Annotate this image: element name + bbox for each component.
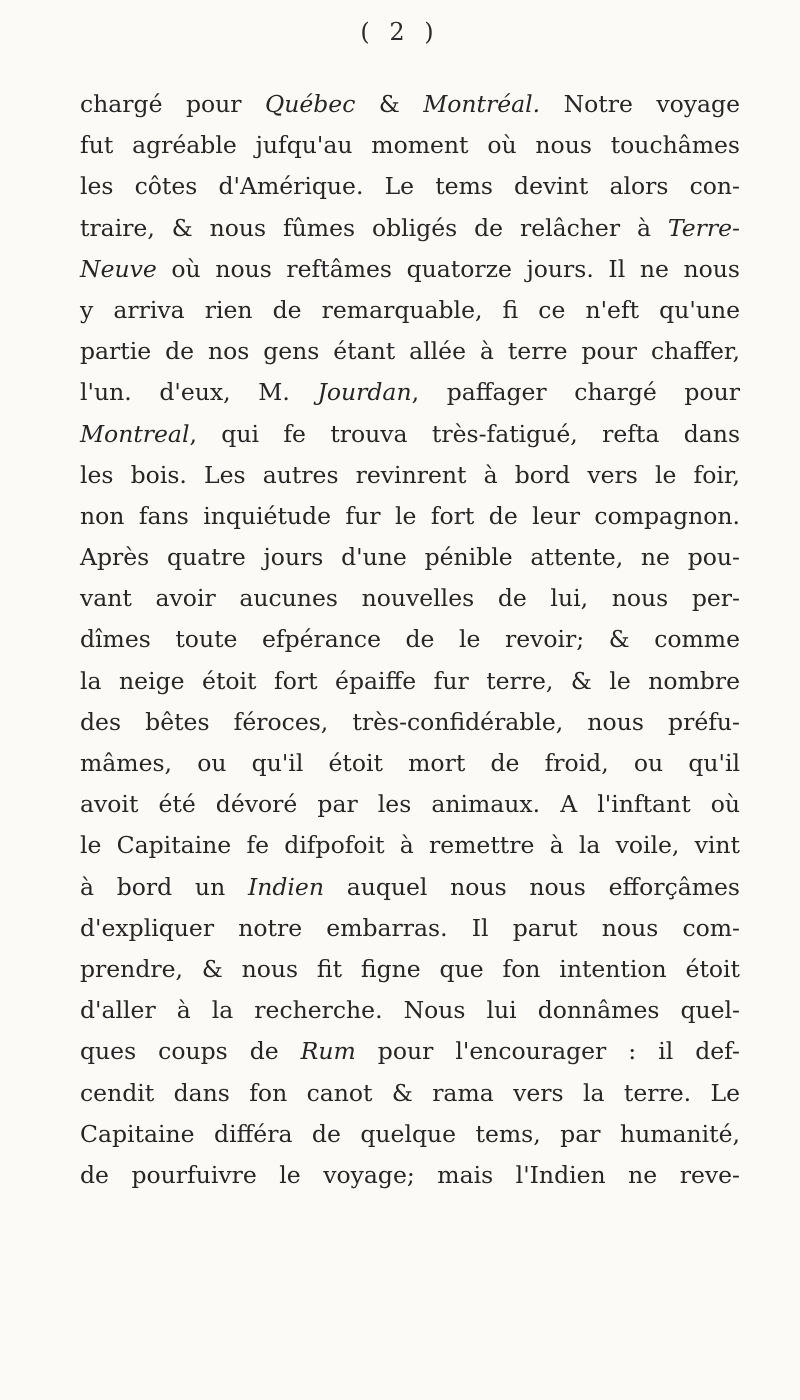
- text-run: des bêtes féroces, très-confidérable, nous préfu-: [80, 707, 740, 736]
- text-line: [80, 1031, 740, 1072]
- text-run: partie de nos gens étant allée à terre pour chaffer,: [80, 337, 740, 366]
- text-run: cendit dans fon canot & rama vers la terre. Le: [80, 1078, 740, 1107]
- text-run: ques coups de: [80, 1037, 301, 1066]
- text-line: [80, 1073, 740, 1114]
- text-run: pour l'encourager : il def-: [355, 1037, 740, 1066]
- italic-text: Montreal: [80, 419, 190, 448]
- text-run: traire, & nous fûmes obligés de relâcher à: [80, 213, 668, 242]
- text-line: [80, 867, 740, 908]
- text-line: [80, 990, 740, 1031]
- italic-text: Montréal.: [423, 90, 541, 118]
- text-line: [80, 125, 740, 166]
- text-run: avoit été dévoré par les animaux. A l'inftant où: [80, 790, 740, 819]
- text-run: l'un. d'eux, M.: [80, 378, 318, 407]
- italic-text: Rum: [300, 1037, 356, 1066]
- text-line: [80, 414, 740, 455]
- text-run: y arriva rien de remarquable, fi ce n'eft qu'une: [80, 295, 740, 324]
- text-run: non fans inquiétude fur le fort de leur compagnon.: [80, 501, 740, 530]
- text-line: [80, 166, 740, 207]
- italic-text: Indien: [247, 872, 324, 901]
- italic-text: Québec: [264, 90, 356, 118]
- italic-text: Jourdan: [317, 378, 412, 407]
- text-line: [80, 331, 740, 372]
- text-line: [80, 1155, 740, 1196]
- text-run: mâmes, ou qu'il étoit mort de froid, ou qu'il: [80, 749, 740, 777]
- text-line: [80, 537, 740, 578]
- text-line: [80, 743, 740, 784]
- text-run: vant avoir aucunes nouvelles de lui, nous per-: [80, 584, 740, 613]
- text-line: [80, 372, 740, 413]
- text-line: [80, 455, 740, 496]
- text-run: Capitaine différa de quelque tems, par humanité,: [80, 1119, 740, 1148]
- text-line: [80, 949, 740, 990]
- text-run: &: [355, 90, 424, 118]
- text-line: [80, 1114, 740, 1155]
- text-run: , paffager chargé pour: [411, 378, 740, 407]
- italic-text: Neuve: [80, 254, 157, 283]
- text-run: les côtes d'Amérique. Le tems devint alors con-: [80, 172, 740, 201]
- text-run: auquel nous nous efforçâmes: [323, 872, 740, 901]
- text-line: [80, 290, 740, 331]
- text-line: [80, 208, 740, 249]
- text-line: [80, 496, 740, 537]
- text-line: [80, 825, 740, 866]
- text-run: à bord un: [80, 872, 248, 901]
- italic-text: Terre-: [667, 213, 740, 242]
- text-line: [80, 619, 740, 660]
- text-line: [80, 661, 740, 702]
- text-line: [80, 249, 740, 290]
- text-run: prendre, & nous fit figne que fon intention étoit: [80, 954, 740, 983]
- text-line: [80, 702, 740, 743]
- text-run: où nous reftâmes quatorze jours. Il ne nous: [156, 254, 740, 283]
- text-run: les bois. Les autres revinrent à bord vers le foir,: [80, 460, 740, 489]
- text-run: d'aller à la recherche. Nous lui donnâmes quel-: [80, 996, 740, 1025]
- text-line: [80, 784, 740, 825]
- text-line: [80, 84, 740, 125]
- text-run: Après quatre jours d'une pénible attente, ne pou-: [80, 543, 740, 572]
- text-run: la neige étoit fort épaiffe fur terre, & le nombre: [80, 666, 740, 695]
- body-text: [80, 84, 740, 1196]
- text-line: [80, 908, 740, 949]
- text-line: [80, 578, 740, 619]
- text-run: Notre voyage: [540, 90, 740, 118]
- text-run: dîmes toute efpérance de le revoir; & comme: [80, 625, 740, 654]
- text-run: le Capitaine fe difpofoit à remettre à la voile, vint: [80, 831, 740, 860]
- text-run: d'expliquer notre embarras. Il parut nous com-: [80, 913, 740, 942]
- page-number: ( 2 ): [360, 18, 440, 46]
- text-run: , qui fe trouva très-fatigué, refta dans: [189, 419, 740, 448]
- text-run: fut agréable jufqu'au moment où nous touchâmes: [80, 131, 740, 160]
- text-run: de pourfuivre le voyage; mais l'Indien ne reve-: [80, 1160, 740, 1189]
- text-run: chargé pour: [80, 90, 265, 118]
